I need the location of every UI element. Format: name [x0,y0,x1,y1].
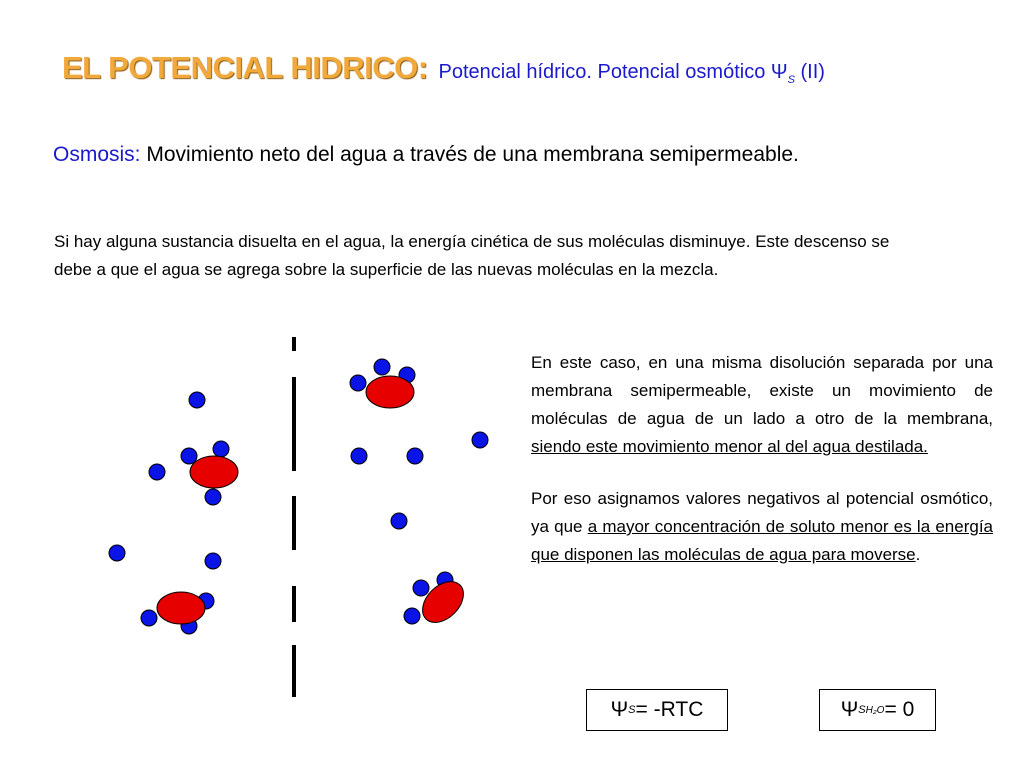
p1-plain: En este caso, en una misma disolución separada por una membrana semipermeable, existe un movimiento de moléculas de agua de un lado a otro de la membrana, [531,353,993,428]
p2-underlined: a mayor concentración de soluto menor es la energía que disponen las moléculas de agua para moverse [531,517,993,564]
psi-subscript: S [858,704,866,716]
water-molecule [189,392,205,408]
subtitle-subscript: S [787,74,795,86]
psi-subscript: S [628,704,636,716]
water-subscript: H₂O [865,704,885,716]
formula-rest: = -RTC [635,698,704,721]
formula-water-potential [819,689,936,731]
osmosis-label: Osmosis: [53,143,141,166]
water-molecule [350,375,366,391]
water-molecule [141,610,157,626]
water-molecule [404,608,420,624]
explanation-paragraph-1 [531,349,993,461]
solute-molecule [366,376,414,408]
title-colon: : [417,50,429,85]
formula-rest: = 0 [884,698,915,721]
water-molecule [413,580,429,596]
p2-end: . [915,545,921,564]
osmosis-text: Movimiento neto del agua a través de una membrana semipermeable. [140,143,799,166]
water-molecule [407,448,423,464]
water-molecule [205,489,221,505]
formula-osmotic-potential [586,689,728,731]
water-molecule [181,448,197,464]
solute-molecule [190,456,238,488]
subtitle-text: Potencial hídrico. Potencial osmótico Ψ [438,61,788,83]
intro-paragraph: Si hay alguna sustancia disuelta en el agua, la energía cinética de sus moléculas disminuye. Este descenso se debe a que el agua se agrega sobre la superficie de las nuevas moléculas en la mezcla. [54,232,890,279]
water-molecule [472,432,488,448]
water-molecule [109,545,125,561]
p2-plain: Por eso asignamos valores negativos al potencial osmótico, ya que [531,489,993,536]
title-main: EL POTENCIAL HIDRICO [62,50,418,85]
psi-symbol: Ψ [610,698,629,721]
water-molecule [351,448,367,464]
water-molecule [374,359,390,375]
water-molecule [213,441,229,457]
explanation-text [531,349,993,569]
p1-underlined: siendo este movimiento menor al del agua destilada. [531,437,928,456]
explanation-paragraph-2 [531,485,993,569]
subtitle-end: (II) [794,61,825,83]
psi-symbol: Ψ [840,698,859,721]
water-molecule [205,553,221,569]
water-molecule [391,513,407,529]
water-molecule [149,464,165,480]
solute-molecule [157,592,205,624]
